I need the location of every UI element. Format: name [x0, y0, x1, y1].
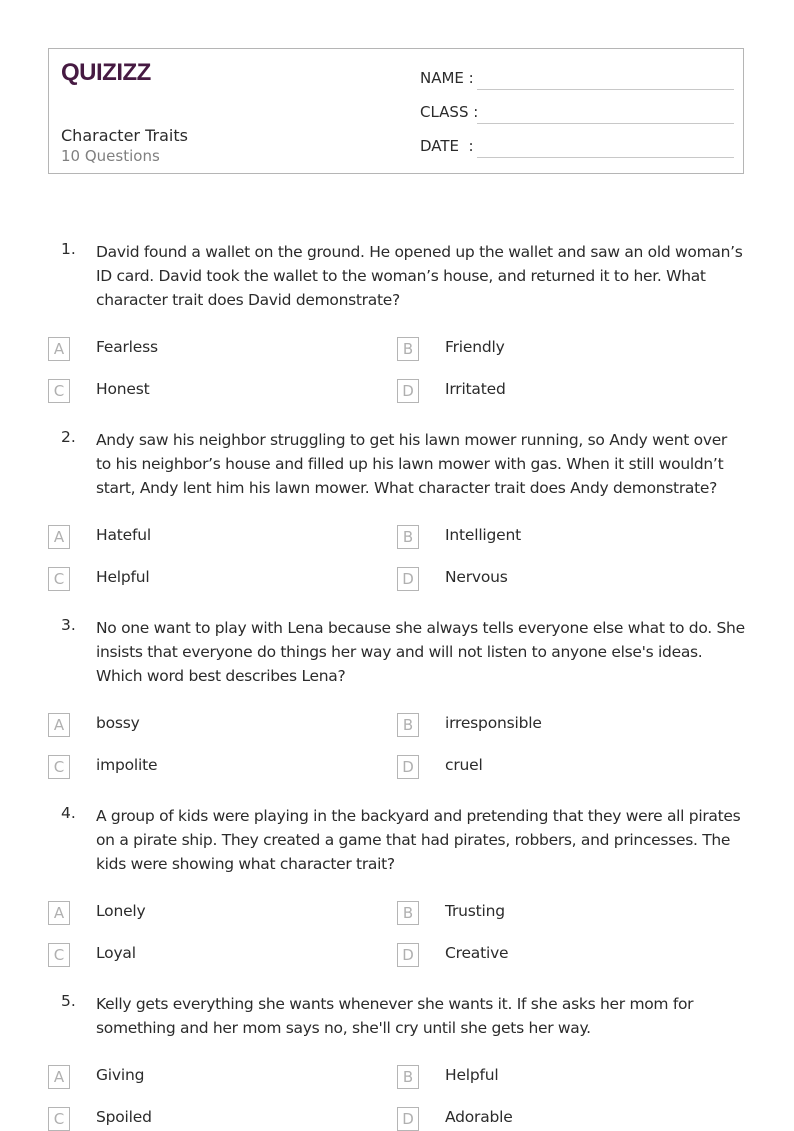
- question-text: David found a wallet on the ground. He opened up the wallet and saw an old woman’s ID card. David took the wallet to the woman’s house, and returned it to her. What character trait does David demonstrate?: [96, 243, 743, 309]
- option-text: Lonely: [96, 902, 146, 920]
- option-text: Loyal: [96, 944, 136, 962]
- option-letter-box: C: [48, 379, 70, 403]
- worksheet-header: [48, 48, 744, 174]
- question-text: Kelly gets everything she wants whenever she wants it. If she asks her mom for something and her mom says no, she'll cry until she gets her way.: [96, 995, 694, 1037]
- option-text: bossy: [96, 714, 140, 732]
- option-letter-box: B: [397, 525, 419, 549]
- question-text: No one want to play with Lena because she always tells everyone else what to do. She insists that everyone do things her way and will not listen to anyone else's ideas. Which word best describes Lena?: [96, 619, 745, 685]
- option-letter-box: A: [48, 1065, 70, 1089]
- option-text: Trusting: [445, 902, 505, 920]
- class-label: CLASS :: [420, 103, 479, 121]
- date-label: DATE :: [420, 137, 474, 155]
- student-info-fields: [420, 67, 734, 169]
- name-line[interactable]: [477, 89, 734, 90]
- option-text: irresponsible: [445, 714, 542, 732]
- worksheet-title: Character Traits: [61, 126, 188, 145]
- class-line[interactable]: [477, 123, 734, 124]
- option-letter-box: D: [397, 943, 419, 967]
- option-text: Fearless: [96, 338, 158, 356]
- question-number: 5.: [61, 992, 76, 1010]
- option-text: Honest: [96, 380, 150, 398]
- date-field[interactable]: [420, 135, 734, 169]
- option-text: impolite: [96, 756, 158, 774]
- option-text: Intelligent: [445, 526, 522, 544]
- question-number: 4.: [61, 804, 76, 822]
- question-number: 2.: [61, 428, 76, 446]
- option-text: cruel: [445, 756, 483, 774]
- option-letter-box: C: [48, 1107, 70, 1131]
- option-letter-box: D: [397, 755, 419, 779]
- question-number: 3.: [61, 616, 76, 634]
- option-text: Irritated: [445, 380, 506, 398]
- name-field[interactable]: [420, 67, 734, 101]
- option-letter-box: A: [48, 337, 70, 361]
- option-letter-box: C: [48, 943, 70, 967]
- option-letter-box: C: [48, 755, 70, 779]
- option-letter-box: B: [397, 713, 419, 737]
- option-text: Spoiled: [96, 1108, 152, 1126]
- option-letter-box: B: [397, 1065, 419, 1089]
- name-label: NAME :: [420, 69, 474, 87]
- option-text: Helpful: [445, 1066, 499, 1084]
- date-line[interactable]: [477, 157, 734, 158]
- option-text: Giving: [96, 1066, 145, 1084]
- option-letter-box: D: [397, 379, 419, 403]
- option-letter-box: D: [397, 567, 419, 591]
- question-text: Andy saw his neighbor struggling to get his lawn mower running, so Andy went over to his neighbor’s house and filled up his lawn mower with gas. When it still wouldn’t start, Andy lent him his lawn mower. What character trait does Andy demonstrate?: [96, 431, 728, 497]
- option-letter-box: B: [397, 337, 419, 361]
- option-text: Hateful: [96, 526, 151, 544]
- question-count: 10 Questions: [61, 147, 160, 165]
- option-letter-box: A: [48, 713, 70, 737]
- option-letter-box: A: [48, 525, 70, 549]
- question-text: A group of kids were playing in the backyard and pretending that they were all pirates on a pirate ship. They created a game that had pirates, robbers, and princesses. The kids were showing what character trait?: [96, 807, 741, 873]
- option-letter-box: D: [397, 1107, 419, 1131]
- option-letter-box: C: [48, 567, 70, 591]
- quizizz-logo: QUIZIZZ: [61, 59, 151, 86]
- option-text: Creative: [445, 944, 509, 962]
- option-text: Adorable: [445, 1108, 513, 1126]
- option-text: Friendly: [445, 338, 505, 356]
- option-letter-box: B: [397, 901, 419, 925]
- option-letter-box: A: [48, 901, 70, 925]
- question-number: 1.: [61, 240, 76, 258]
- option-text: Nervous: [445, 568, 508, 586]
- class-field[interactable]: [420, 101, 734, 135]
- option-text: Helpful: [96, 568, 150, 586]
